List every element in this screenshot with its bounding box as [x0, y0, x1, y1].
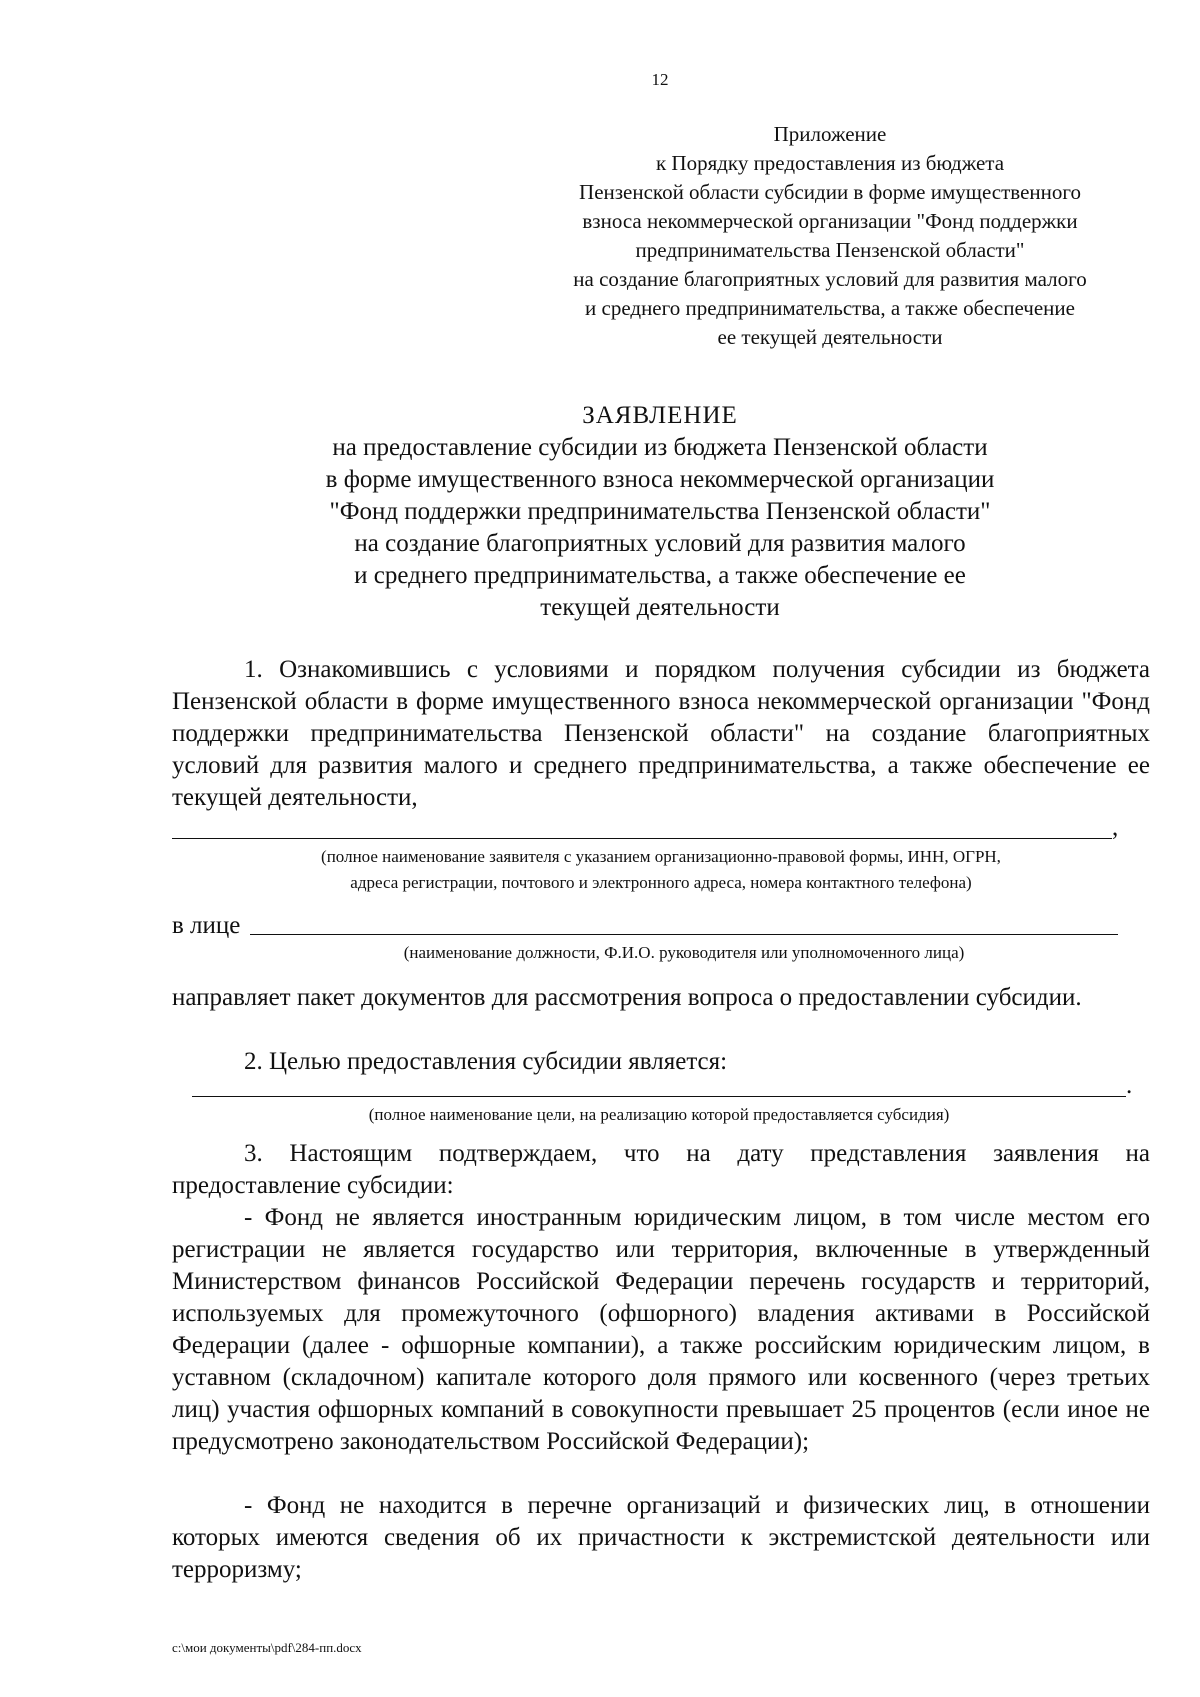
- section1-paragraph: 1. Ознакомившись с условиями и порядком получения субсидии из бюджета Пензенской области в форме имущественного взноса некоммерческой организации "Фонд поддержки предпринимательства Пензенской области" на создание благоприятных условий для развития малого и среднего предпринимательства, а также обеспечение ее текущей деятельности,: [172, 656, 1150, 811]
- appendix-line: взноса некоммерческой организации "Фонд поддержки: [582, 209, 1078, 233]
- appendix-line: Приложение: [773, 122, 887, 146]
- title-line: текущей деятельности: [540, 594, 780, 621]
- title-line: "Фонд поддержки предпринимательства Пензенской области": [329, 498, 991, 525]
- goal-line-period: .: [1126, 1072, 1133, 1099]
- goal-caption: (полное наименование цели, на реализацию которой предоставляется субсидия): [368, 1105, 950, 1124]
- section3-intro: 3. Настоящим подтверждаем, что на дату представления заявления на предоставление субсидии:: [172, 1140, 1150, 1199]
- appendix-line: ее текущей деятельности: [717, 325, 943, 349]
- appendix-line: к Порядку предоставления из бюджета: [655, 151, 1005, 175]
- appendix-line: предпринимательства Пензенской области": [635, 238, 1025, 262]
- appendix-block: [500, 120, 1160, 352]
- in-person-caption: (наименование должности, Ф.И.О. руководителя или уполномоченного лица): [403, 943, 965, 962]
- title-line: и среднего предпринимательства, а также обеспечение ее: [354, 562, 966, 589]
- applicant-caption: (полное наименование заявителя с указанием организационно-правовой формы, ИНН, ОГРН,: [321, 847, 1001, 866]
- appendix-line: и среднего предпринимательства, а также обеспечение: [585, 296, 1075, 320]
- appendix-line: Пензенской области субсидии в форме имущественного: [579, 180, 1081, 204]
- section2-text: 2. Целью предоставления субсидии является:: [244, 1048, 728, 1075]
- applicant-fill-line[interactable]: [172, 838, 1112, 839]
- applicant-caption: адреса регистрации, почтового и электронного адреса, номера контактного телефона): [350, 873, 972, 892]
- sends-paragraph: направляет пакет документов для рассмотрения вопроса о предоставлении субсидии.: [172, 984, 1082, 1011]
- title-line: на предоставление субсидии из бюджета Пензенской области: [332, 434, 988, 461]
- section3-item-extremism: - Фонд не находится в перечне организаций и физических лиц, в отношении которых имеются сведения об их причастности к экстремистской деятельности или терроризму;: [172, 1492, 1150, 1583]
- section3-item-offshore: - Фонд не является иностранным юридическим лицом, в том числе местом его регистрации не является государство или территория, включенные в утвержденный Министерством финансов Российской Федерации перечень государств и территорий, используемых для промежуточного (офшорного) владения активами в Российской Федерации (далее - офшорные компании), а также российским юридическим лицом, в уставном (складочном) капитале которого доля прямого или косвенного (через третьих лиц) участия офшорных компаний в совокупности превышает 25 процентов (если иное не предусмотрено законодательством Российской Федерации);: [172, 1204, 1150, 1455]
- in-person-fill-line[interactable]: [250, 934, 1118, 935]
- page-number: 12: [651, 70, 669, 89]
- title-line: в форме имущественного взноса некоммерческой организации: [325, 466, 995, 493]
- file-path-footer: c:\мои документы\pdf\284-пп.docx: [172, 1640, 362, 1655]
- document-title: [240, 400, 1080, 624]
- title-line: на создание благоприятных условий для развития малого: [354, 530, 966, 557]
- in-person-label: в лице: [172, 912, 241, 939]
- applicant-line-comma: ,: [1112, 814, 1119, 841]
- appendix-line: на создание благоприятных условий для развития малого: [573, 267, 1087, 291]
- title-heading: ЗАЯВЛЕНИЕ: [582, 402, 738, 429]
- goal-fill-line[interactable]: [192, 1096, 1126, 1097]
